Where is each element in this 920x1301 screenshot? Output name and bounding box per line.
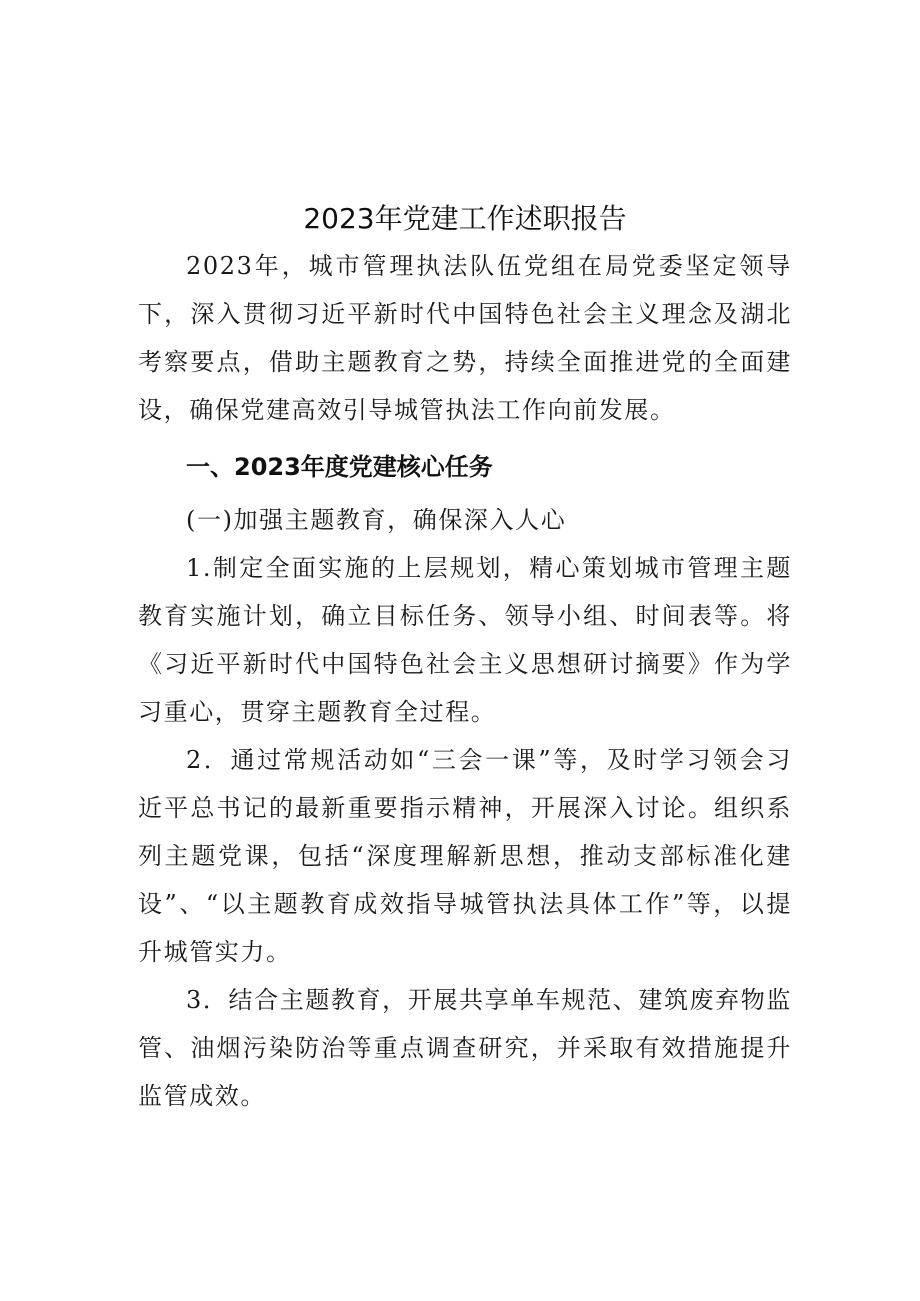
document-body — [138, 196, 792, 1120]
list-item: 2．通过常规活动如“三会一课”等，及时学习领会习近平总书记的最新重要指示精神，开展深入讨论。组织系列主题党课，包括“深度理解新思想，推动支部标准化建设”、“以主题教育成效指导城管执法具体工作”等，以提升城管实力。 — [138, 746, 792, 966]
subsection-heading: (一)加强主题教育，确保深入人心 — [186, 506, 567, 534]
section-heading: 一、2023年度党建核心任务 — [186, 453, 493, 481]
list-item: 1.制定全面实施的上层规划，精心策划城市管理主题教育实施计划，确立目标任务、领导小组、时间表等。将《习近平新时代中国特色社会主义思想研讨摘要》作为学习重心，贯穿主题教育全过程。 — [138, 554, 792, 726]
intro-paragraph: 2023年，城市管理执法队伍党组在局党委坚定领导下，深入贯彻习近平新时代中国特色社会主义理念及湖北考察要点，借助主题教育之势，持续全面推进党的全面建设，确保党建高效引导城管执法工作向前发展。 — [138, 252, 792, 424]
document-title: 2023年党建工作述职报告 — [303, 202, 627, 235]
list-item: 3．结合主题教育，开展共享单车规范、建筑废弃物监管、油烟污染防治等重点调查研究，并采取有效措施提升监管成效。 — [138, 986, 792, 1110]
